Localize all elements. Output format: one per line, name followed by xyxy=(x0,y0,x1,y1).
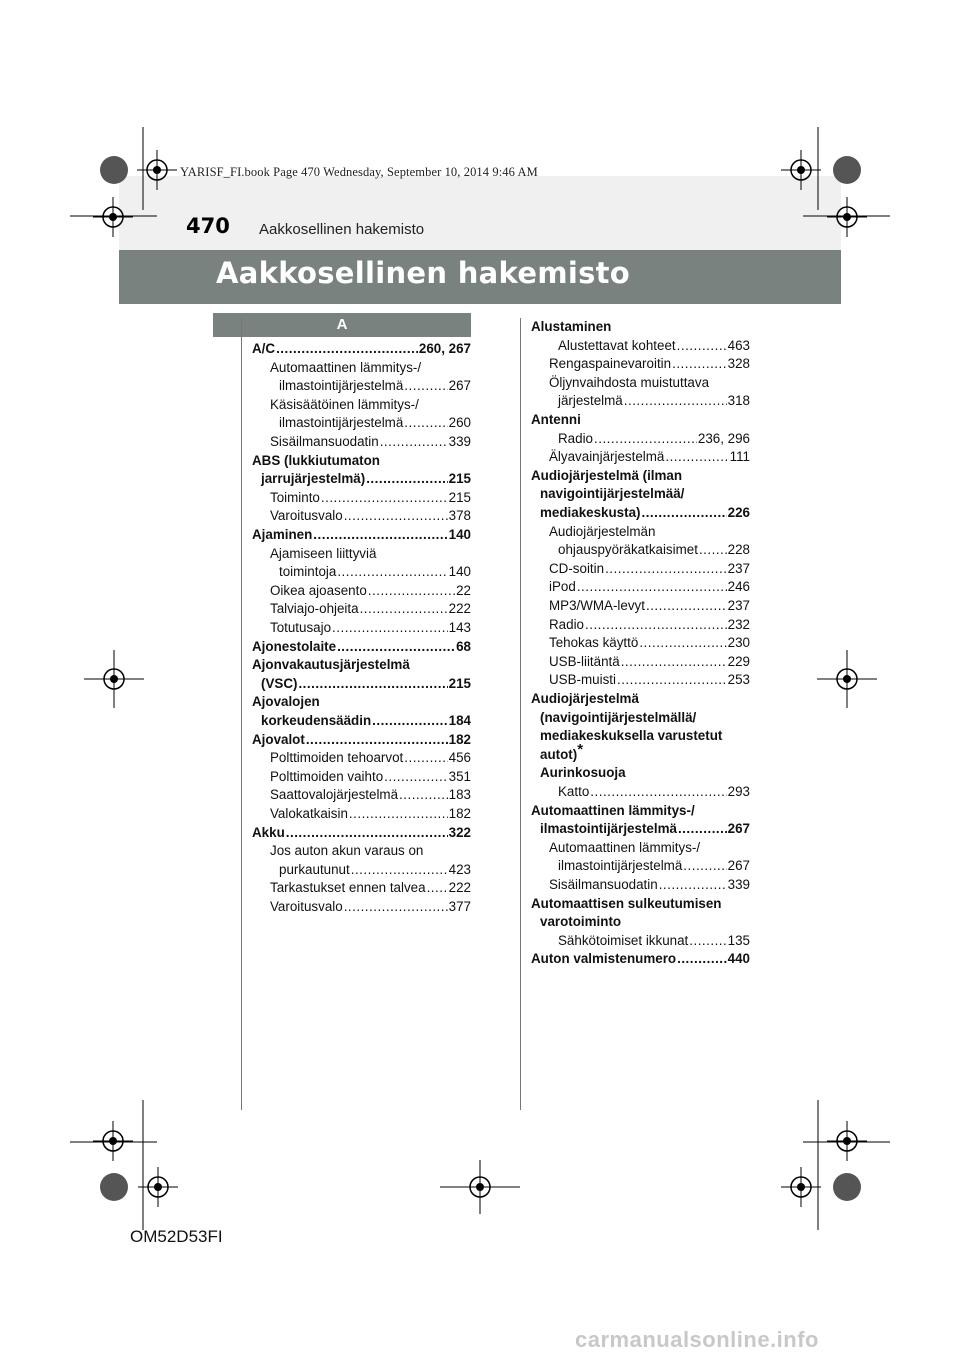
index-text: Automaattinen lämmitys-/ xyxy=(270,359,422,375)
leader-dots xyxy=(646,597,727,616)
page-title: Aakkosellinen hakemisto xyxy=(216,256,631,290)
index-heading xyxy=(531,467,682,486)
index-entry xyxy=(549,876,750,895)
index-text: Öljynvaihdosta muistuttava xyxy=(549,374,710,390)
entry-label: järjestelmä xyxy=(558,393,623,409)
entry-label: iPod xyxy=(549,579,576,595)
title-band xyxy=(119,250,841,304)
entry-label: Varoitusvalo xyxy=(270,508,343,524)
page-reference: 237 xyxy=(727,560,750,576)
index-heading xyxy=(540,740,584,765)
index-text: navigointijärjestelmää/ xyxy=(540,486,685,502)
index-entry xyxy=(549,597,750,616)
index-entry xyxy=(549,634,750,653)
index-entry xyxy=(549,616,750,635)
entry-label: korkeudensäädin xyxy=(261,713,372,728)
page-reference: 232 xyxy=(727,616,750,632)
page-reference: 111 xyxy=(729,449,750,465)
index-text: Automaattinen lämmitys-/ xyxy=(549,839,701,855)
page-reference: 260 xyxy=(448,415,471,431)
index-entry xyxy=(558,783,750,802)
entry-label: Radio xyxy=(558,430,593,446)
entry-label: jarrujärjestelmä) xyxy=(261,471,366,487)
index-entry xyxy=(270,879,471,898)
leader-dots xyxy=(590,783,726,802)
entry-label: Totutusajo xyxy=(270,620,332,635)
leader-dots xyxy=(366,470,447,489)
entry-label: toimintoja xyxy=(279,564,337,580)
footnote-star: * xyxy=(577,740,584,758)
leader-dots xyxy=(399,786,448,805)
page-reference: 246 xyxy=(727,579,750,595)
index-text: Ajonvakautusjärjestelmä xyxy=(252,657,410,673)
index-text: varotoiminto xyxy=(540,914,622,930)
page-reference: 253 xyxy=(727,672,750,688)
index-entry xyxy=(279,377,471,396)
index-text: Jos auton akun varaus on xyxy=(270,843,424,859)
index-heading xyxy=(540,764,626,783)
entry-label: USB-muisti xyxy=(549,672,616,688)
middle-divider xyxy=(520,318,521,1110)
leader-dots xyxy=(594,430,697,449)
index-entry xyxy=(261,712,471,731)
page-reference: 222 xyxy=(448,601,471,617)
page-reference: 456 xyxy=(448,750,471,766)
footer-code: OM52D53FI xyxy=(130,1227,223,1246)
index-heading xyxy=(540,709,696,728)
entry-label: Auton valmistenumero xyxy=(531,951,677,967)
index-heading xyxy=(540,913,621,932)
index-text: Ajovalojen xyxy=(252,694,320,710)
page-reference: 184 xyxy=(448,713,471,728)
page-reference: 267 xyxy=(727,821,750,837)
page-reference: 440 xyxy=(727,951,750,967)
entry-label: Polttimoiden tehoarvot xyxy=(270,750,404,766)
page-reference: 143 xyxy=(448,620,471,635)
page-reference: 339 xyxy=(727,877,750,892)
leader-dots xyxy=(677,950,727,969)
left-divider xyxy=(241,318,242,1110)
leader-dots xyxy=(404,749,447,768)
leader-dots xyxy=(577,578,727,597)
index-heading xyxy=(540,727,722,746)
leader-dots xyxy=(306,731,448,750)
index-entry xyxy=(531,950,750,969)
index-text: Audiojärjestelmä xyxy=(531,691,639,706)
entry-label: Ajaminen xyxy=(252,527,313,542)
page-reference: 215 xyxy=(448,489,471,505)
page-reference: 222 xyxy=(448,880,471,896)
leader-dots xyxy=(624,392,727,411)
entry-label: ilmastointijärjestelmä xyxy=(279,415,404,431)
index-heading xyxy=(252,693,320,712)
page-reference: 322 xyxy=(448,824,471,840)
leader-dots xyxy=(621,653,727,672)
page-reference: 267 xyxy=(727,858,750,874)
page-reference: 68 xyxy=(456,638,471,654)
entry-label: CD-soitin xyxy=(549,560,605,576)
index-entry xyxy=(549,560,750,579)
index-text: Audiojärjestelmän xyxy=(549,523,656,539)
index-entry xyxy=(270,582,471,601)
leader-dots xyxy=(639,634,726,653)
leader-dots xyxy=(683,857,726,876)
page-reference: 351 xyxy=(448,768,471,784)
leader-dots xyxy=(344,507,448,526)
entry-label: Sisäilmansuodatin xyxy=(270,434,379,449)
index-heading xyxy=(252,452,380,471)
page-reference: 463 xyxy=(727,337,750,353)
page-reference: 183 xyxy=(448,787,471,803)
index-heading xyxy=(549,374,709,393)
leader-dots xyxy=(349,805,448,824)
page-reference: 378 xyxy=(448,508,471,524)
section-letter: A xyxy=(213,313,471,337)
leader-dots xyxy=(585,616,727,635)
index-heading xyxy=(549,523,655,542)
entry-label: Rengaspainevaroitin xyxy=(549,356,672,372)
index-entry xyxy=(252,731,471,750)
page-reference: 237 xyxy=(727,598,750,613)
leader-dots xyxy=(678,820,727,839)
index-entry xyxy=(270,805,471,824)
page-reference: 328 xyxy=(727,356,750,372)
entry-label: ohjauspyöräkatkaisimet xyxy=(558,542,698,558)
leader-dots xyxy=(404,414,447,433)
leader-dots xyxy=(677,337,727,356)
index-text: Alustaminen xyxy=(531,319,612,334)
index-entry xyxy=(252,638,471,657)
index-text: Audiojärjestelmä (ilman xyxy=(531,467,683,483)
entry-label: purkautunut xyxy=(279,861,350,877)
entry-label: Toiminto xyxy=(270,489,320,505)
index-entry xyxy=(261,470,471,489)
leader-dots xyxy=(380,433,448,452)
index-entry xyxy=(549,578,750,597)
entry-label: Saattovalojärjestelmä xyxy=(270,787,399,803)
index-text: Aurinkosuoja xyxy=(540,765,626,781)
book-info: YARISF_FI.book Page 470 Wednesday, September 10, 2014 9:46 AM xyxy=(180,165,538,179)
index-entry xyxy=(279,414,471,433)
index-entry xyxy=(270,619,471,638)
index-text: Antenni xyxy=(531,412,581,427)
leader-dots xyxy=(372,712,448,731)
leader-dots xyxy=(337,638,455,657)
entry-label: USB-liitäntä xyxy=(549,653,620,669)
entry-label: Ajovalot xyxy=(252,731,305,747)
entry-label: Älyavainjärjestelmä xyxy=(549,449,665,465)
page-reference: 318 xyxy=(727,393,750,409)
index-entry xyxy=(558,392,750,411)
index-entry xyxy=(549,653,750,672)
page-reference: 293 xyxy=(727,784,750,799)
entry-label: Alustettavat kohteet xyxy=(558,337,676,353)
index-text: mediakeskuksella varustetut xyxy=(540,728,723,744)
entry-label: MP3/WMA-levyt xyxy=(549,598,645,613)
index-heading xyxy=(531,318,611,337)
entry-label: Katto xyxy=(558,784,590,799)
entry-label: ilmastointijärjestelmä xyxy=(558,858,683,874)
leader-dots xyxy=(659,876,727,895)
entry-label: Radio xyxy=(549,616,584,632)
entry-label: Sähkötoimiset ikkunat xyxy=(558,932,689,948)
crosshair-icon xyxy=(84,150,877,1214)
running-head: Aakkosellinen hakemisto xyxy=(259,221,425,238)
index-entry xyxy=(558,857,750,876)
index-entry xyxy=(252,824,471,843)
index-entry xyxy=(252,340,471,359)
index-entry xyxy=(270,749,471,768)
page-reference: 182 xyxy=(448,806,471,821)
entry-label: Ajonestolaite xyxy=(252,638,337,654)
page-reference: 229 xyxy=(727,653,750,669)
entry-label: Oikea ajoasento xyxy=(270,582,367,598)
leader-dots xyxy=(384,768,448,787)
index-entry xyxy=(270,507,471,526)
index-heading xyxy=(270,396,419,415)
index-heading xyxy=(531,895,721,914)
page-reference: 228 xyxy=(727,542,750,558)
page-reference: 140 xyxy=(448,527,471,542)
index-entry xyxy=(549,448,750,467)
index-entry xyxy=(558,337,750,356)
leader-dots xyxy=(368,582,455,601)
leader-dots xyxy=(404,377,447,396)
page-reference: 135 xyxy=(727,932,750,948)
entry-label: A/C xyxy=(252,341,276,356)
entry-label: mediakeskusta) xyxy=(540,505,641,520)
index-entry xyxy=(270,786,471,805)
index-heading xyxy=(531,802,695,821)
leader-dots xyxy=(276,340,418,359)
index-entry xyxy=(270,489,471,508)
leader-dots xyxy=(360,600,448,619)
entry-label: Valokatkaisin xyxy=(270,806,348,821)
watermark: carmanualsonline.info xyxy=(575,1327,819,1352)
index-entry xyxy=(549,355,750,374)
leader-dots xyxy=(427,879,448,898)
leader-dots xyxy=(605,560,727,579)
leader-dots xyxy=(641,504,726,523)
page-reference: 230 xyxy=(727,635,750,651)
index-entry xyxy=(270,433,471,452)
entry-label: Talviajo-ohjeita xyxy=(270,601,359,617)
page-reference: 182 xyxy=(448,731,471,747)
page-number: 470 xyxy=(186,214,230,238)
leader-dots xyxy=(665,448,728,467)
leader-dots xyxy=(313,526,447,545)
leader-dots xyxy=(337,563,447,582)
leader-dots xyxy=(351,861,448,880)
leader-dots xyxy=(298,675,447,694)
index-entry xyxy=(549,671,750,690)
leader-dots xyxy=(672,355,727,374)
index-text: Automaattisen sulkeutumisen xyxy=(531,895,722,911)
index-text: Automaattinen lämmitys-/ xyxy=(531,802,695,818)
entry-label: (VSC) xyxy=(261,675,298,691)
page-reference: 215 xyxy=(448,471,471,487)
index-heading xyxy=(531,690,639,709)
leader-dots xyxy=(321,489,448,508)
entry-label: Akku xyxy=(252,824,285,840)
entry-label: Polttimoiden vaihto xyxy=(270,768,384,784)
page-reference: 339 xyxy=(448,434,471,449)
index-heading xyxy=(252,656,410,675)
page-reference: 267 xyxy=(448,378,471,394)
index-entry xyxy=(558,430,750,449)
index-entry xyxy=(252,526,471,545)
entry-label: Tehokas käyttö xyxy=(549,635,639,651)
index-entry xyxy=(558,932,750,951)
index-entry xyxy=(279,861,471,880)
leader-dots xyxy=(344,898,448,917)
leader-dots xyxy=(332,619,448,638)
index-entry xyxy=(540,820,750,839)
leader-dots xyxy=(617,671,727,690)
index-heading xyxy=(540,485,684,504)
index-entry xyxy=(270,600,471,619)
entry-label: Varoitusvalo xyxy=(270,899,343,914)
index-text: Ajamiseen liittyviä xyxy=(270,545,377,561)
index-entry xyxy=(270,898,471,917)
page-reference: 140 xyxy=(448,564,471,580)
entry-label: Sisäilmansuodatin xyxy=(549,877,658,892)
index-heading xyxy=(270,842,423,861)
leader-dots xyxy=(689,932,726,951)
index-entry xyxy=(540,504,750,523)
index-text: Käsisäätöinen lämmitys-/ xyxy=(270,396,419,412)
page-reference: 236, 296 xyxy=(697,430,750,446)
page-reference: 377 xyxy=(448,899,471,914)
entry-label: ilmastointijärjestelmä xyxy=(540,821,677,837)
page-reference: 226 xyxy=(727,505,750,520)
index-heading xyxy=(270,545,376,564)
index-text: autot) xyxy=(540,746,578,762)
index-entry xyxy=(270,768,471,787)
index-heading xyxy=(549,839,700,858)
index-text: ABS (lukkiutumaton xyxy=(252,452,380,468)
index-heading xyxy=(531,411,581,430)
entry-label: ilmastointijärjestelmä xyxy=(279,378,404,394)
index-entry xyxy=(261,675,471,694)
index-heading xyxy=(270,359,421,378)
leader-dots xyxy=(286,824,448,843)
page-reference: 215 xyxy=(448,675,471,691)
page-reference: 423 xyxy=(448,861,471,877)
index-entry xyxy=(279,563,471,582)
entry-label: Tarkastukset ennen talvea xyxy=(270,880,426,896)
page-reference: 22 xyxy=(456,582,471,598)
page-reference: 260, 267 xyxy=(418,341,471,356)
index-entry xyxy=(558,541,750,560)
index-text: (navigointijärjestelmällä/ xyxy=(540,709,697,725)
leader-dots xyxy=(699,541,727,560)
